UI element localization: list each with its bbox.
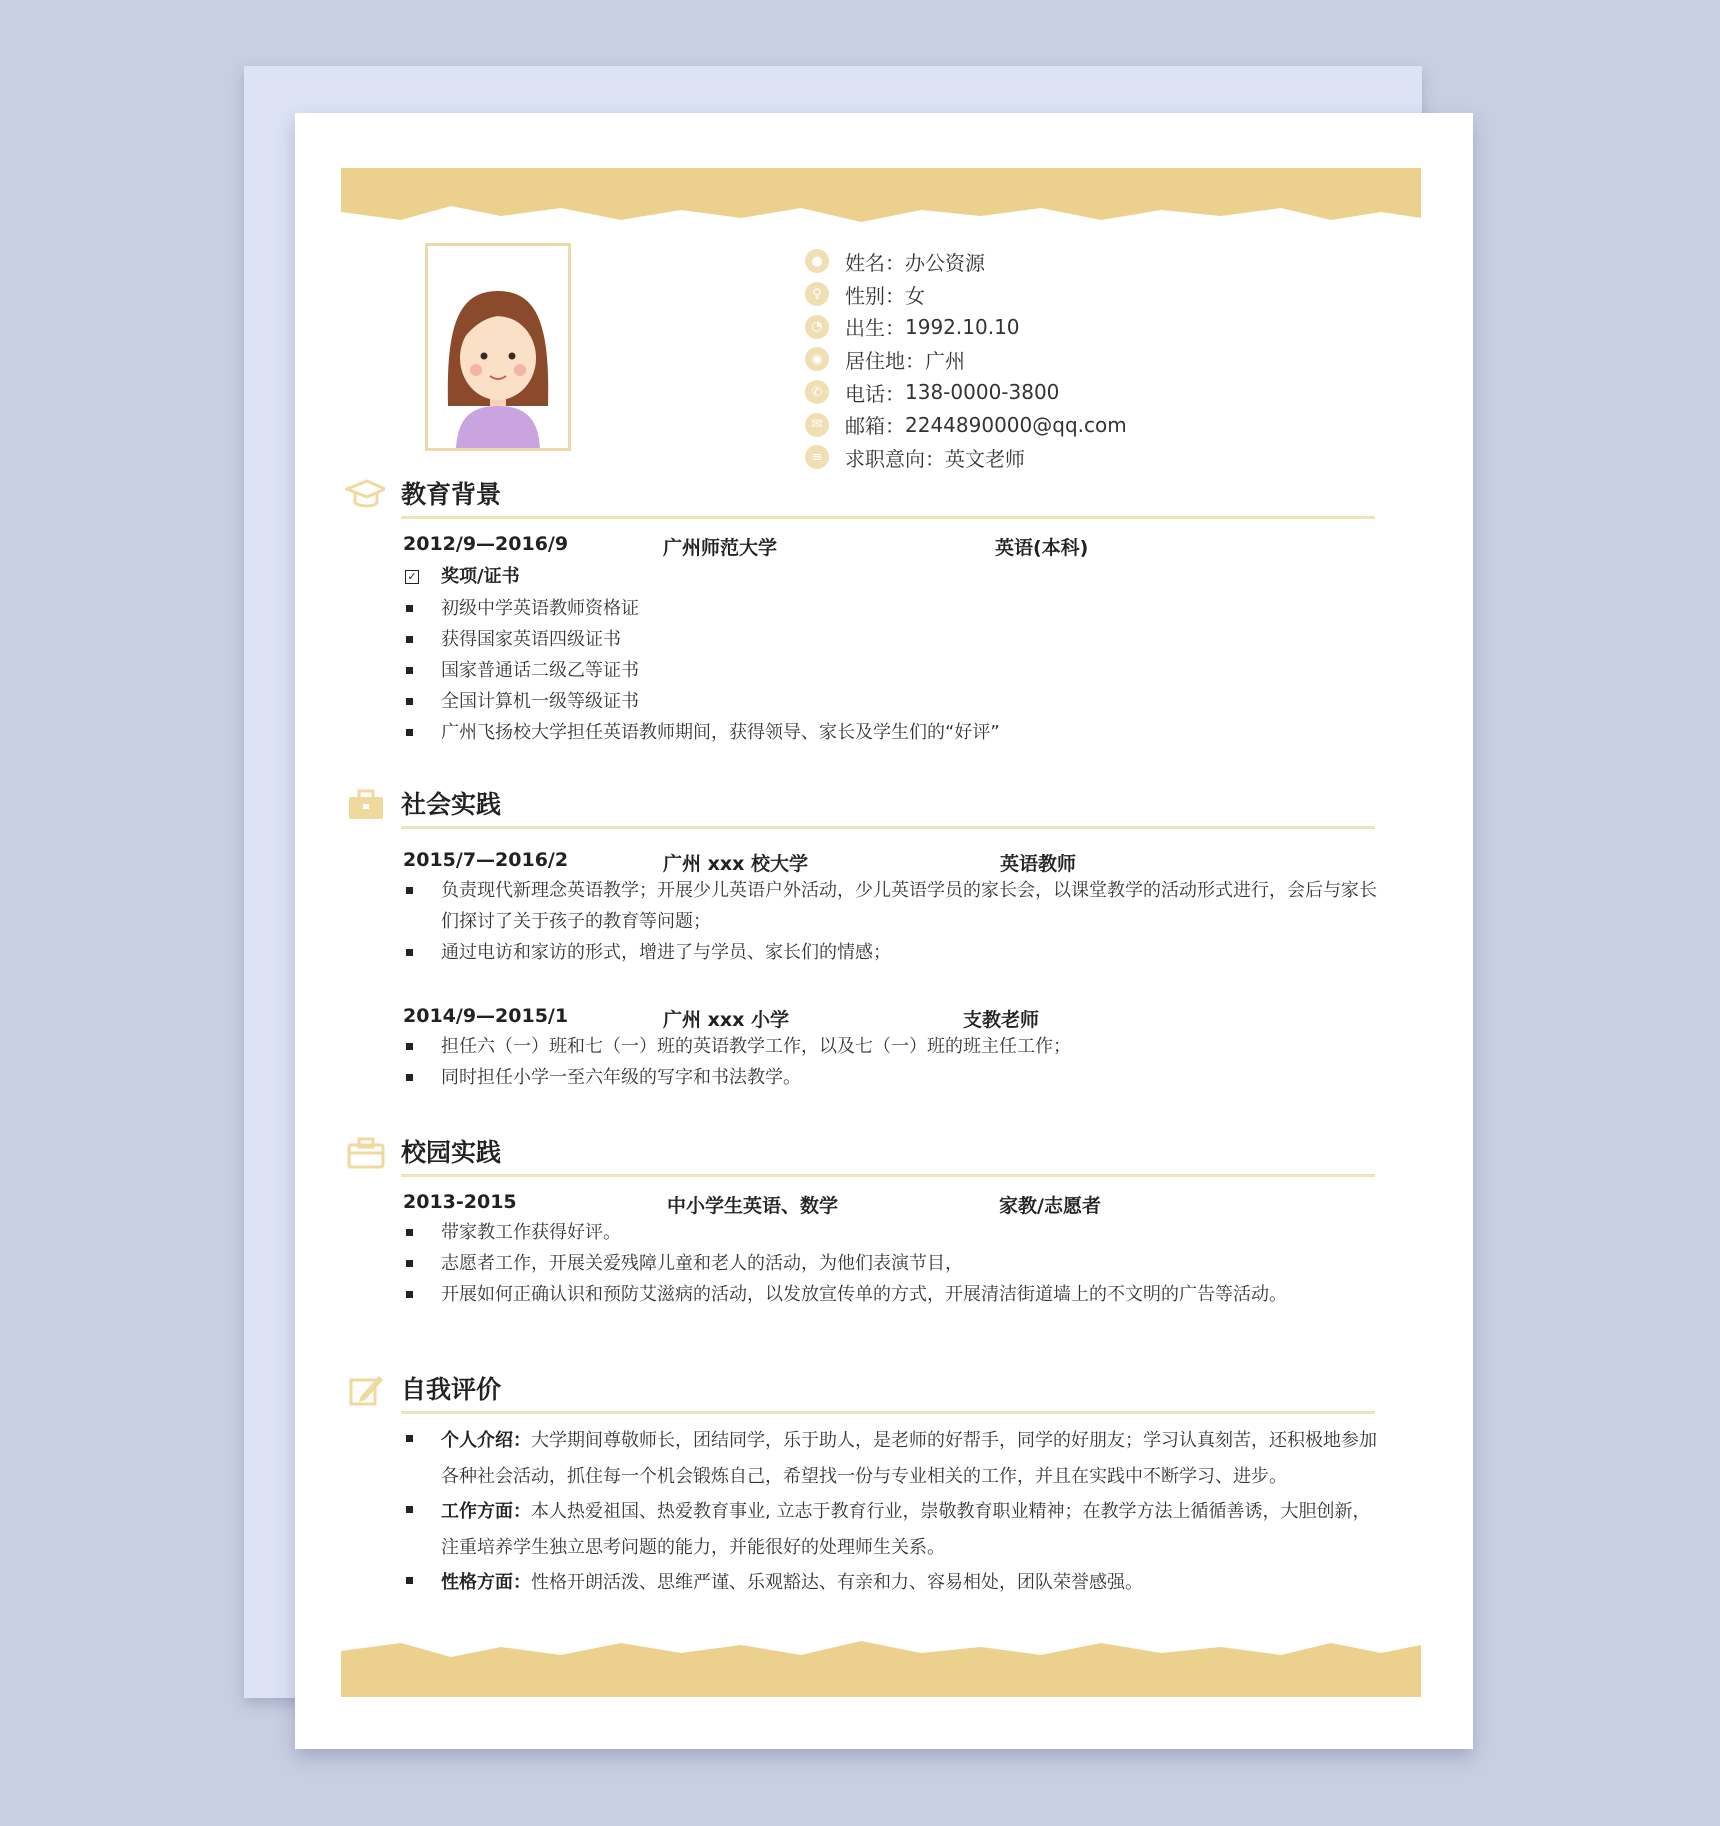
profile-gender-row (805, 278, 1127, 311)
list-item: 广州飞扬校大学担任英语教师期间，获得领导、家长及学生们的“好评” (403, 717, 1383, 748)
list-item: 通过电访和家访的形式，增进了与学员、家长们的情感； (403, 937, 1383, 968)
awards-list (403, 593, 1383, 748)
checkbox-icon: ✓ (405, 570, 419, 584)
gender-icon: ♀ (805, 282, 829, 306)
profile-birth-row (805, 310, 1127, 343)
bottom-decor-band (341, 1639, 1421, 1697)
list-item: 负责现代新理念英语教学；开展少儿英语户外活动，少儿英语学员的家长会，以课堂教学的活动形式进行，会后与家长们探讨了关于孩子的教育等问题； (403, 875, 1383, 937)
entry-role: 英语教师 (1000, 853, 1077, 875)
social-entry-2 (403, 1005, 1383, 1093)
list-item: 全国计算机一级等级证书 (403, 686, 1383, 717)
item-label: 工作方面： (441, 1501, 531, 1522)
profile-label: 居住地 ： (845, 345, 925, 374)
clock-icon: ◔ (805, 315, 829, 339)
mail-icon: ✉ (805, 413, 829, 437)
entry-org: 广州 xxx 小学 (663, 1009, 789, 1031)
phone-icon: ✆ (805, 380, 829, 404)
item-text: 本人热爱祖国、热爱教育事业, 立志于教育行业，崇敬教育职业精神；在教学方法上循循善诱，大胆创新，注重培养学生独立思考问题的能力，并能很好的处理师生关系。 (441, 1501, 1371, 1558)
activity-list (403, 1217, 1383, 1310)
list-item (403, 1565, 1383, 1601)
entry-date: 2013-2015 (403, 1191, 517, 1213)
section-divider (401, 1174, 1375, 1177)
section-title: 社会实践 (401, 790, 502, 819)
education-entry (403, 533, 1383, 748)
list-item (403, 1494, 1383, 1565)
profile-value: 1992.10.10 (905, 314, 1020, 339)
list-item (403, 1423, 1383, 1494)
profile-label: 电话 ： (845, 378, 905, 407)
social-section-header (345, 785, 1375, 831)
entry-header (403, 1191, 1383, 1217)
list-item: 带家教工作获得好评。 (403, 1217, 1383, 1248)
resume-page (295, 113, 1473, 1749)
profile-value: 138-0000-3800 (905, 380, 1060, 405)
profile-label: 出生 ： (845, 312, 905, 341)
entry-date: 2012/9—2016/9 (403, 533, 569, 555)
profile-location-row (805, 343, 1127, 376)
profile-value: 女 (905, 283, 925, 308)
girl-avatar-icon (428, 246, 568, 448)
self-eval-list (403, 1423, 1383, 1601)
entry-role: 家教/志愿者 (999, 1195, 1101, 1217)
item-label: 性格方面： (441, 1572, 531, 1593)
entry-role: 支教老师 (963, 1009, 1040, 1031)
list-item: 志愿者工作，开展关爱残障儿童和老人的活动，为他们表演节目， (403, 1248, 1383, 1279)
entry-school: 广州师范大学 (663, 537, 778, 559)
entry-org: 广州 xxx 校大学 (663, 853, 808, 875)
section-title: 校园实践 (401, 1138, 502, 1167)
briefcase-icon (345, 787, 385, 823)
list-item: 获得国家英语四级证书 (403, 624, 1383, 655)
awards-label: 奖项/证书 (441, 566, 520, 587)
section-title: 教育背景 (401, 480, 502, 509)
entry-date: 2014/9—2015/1 (403, 1005, 569, 1027)
person-icon: ● (805, 249, 829, 273)
list-item: 国家普通话二级乙等证书 (403, 655, 1383, 686)
item-text: 性格开朗活泼、思维严谨、乐观豁达、有亲和力、容易相处，团队荣誉感强。 (531, 1572, 1143, 1593)
item-label: 个人介绍： (441, 1430, 531, 1451)
profile-objective-row (805, 441, 1127, 474)
section-title: 自我评价 (401, 1375, 502, 1404)
entry-date: 2015/7—2016/2 (403, 849, 569, 871)
profile-name-row (805, 245, 1127, 278)
section-divider (401, 826, 1375, 829)
profile-label: 邮箱 ： (845, 410, 905, 439)
section-divider (401, 516, 1375, 519)
profile-value: 办公资源 (905, 250, 985, 275)
list-item: 开展如何正确认识和预防艾滋病的活动，以发放宣传单的方式，开展清洁街道墙上的不文明的广告等活动。 (403, 1279, 1383, 1310)
entry-subject: 中小学生英语、数学 (667, 1195, 839, 1217)
profile-email-row (805, 408, 1127, 441)
entry-major: 英语(本科) (995, 537, 1089, 559)
entry-header (403, 1005, 1383, 1031)
education-section-header (345, 475, 1375, 521)
graduation-cap-icon (345, 477, 385, 513)
profile-value: 广州 (925, 348, 965, 373)
self-eval-section-header (345, 1370, 1375, 1416)
list-item: 担任六（一）班和七（一）班的英语教学工作，以及七（一）班的班主任工作； (403, 1031, 1383, 1062)
section-divider (401, 1411, 1375, 1414)
campus-section-header (345, 1133, 1375, 1179)
case-icon (345, 1135, 385, 1171)
entry-header (403, 849, 1383, 875)
duty-list (403, 1031, 1383, 1093)
social-entry-1 (403, 849, 1383, 968)
profile-label: 求职意向 ： (845, 443, 945, 472)
campus-entry (403, 1191, 1383, 1310)
profile-label: 性别 ： (845, 280, 905, 309)
awards-heading (403, 561, 1383, 593)
self-eval-entry (403, 1423, 1383, 1601)
pencil-edit-icon (345, 1372, 385, 1408)
profile-label: 姓名 ： (845, 247, 905, 276)
avatar-photo (425, 243, 571, 451)
list-item: 初级中学英语教师资格证 (403, 593, 1383, 624)
duty-list (403, 875, 1383, 968)
location-icon: ◉ (805, 347, 829, 371)
message-icon: ≡ (805, 445, 829, 469)
profile-phone-row (805, 376, 1127, 409)
top-decor-band (341, 168, 1421, 226)
profile-value: 2244890000@qq.com (905, 412, 1127, 437)
entry-header (403, 533, 1383, 559)
item-text: 大学期间尊敬师长，团结同学，乐于助人，是老师的好帮手，同学的好朋友；学习认真刻苦，还积极地参加各种社会活动，抓住每一个机会锻炼自己，希望找一份与专业相关的工作，并且在实践中不断学习、进步。 (441, 1430, 1377, 1487)
profile-info (805, 245, 1127, 474)
list-item: 同时担任小学一至六年级的写字和书法教学。 (403, 1062, 1383, 1093)
profile-value: 英文老师 (945, 446, 1025, 471)
